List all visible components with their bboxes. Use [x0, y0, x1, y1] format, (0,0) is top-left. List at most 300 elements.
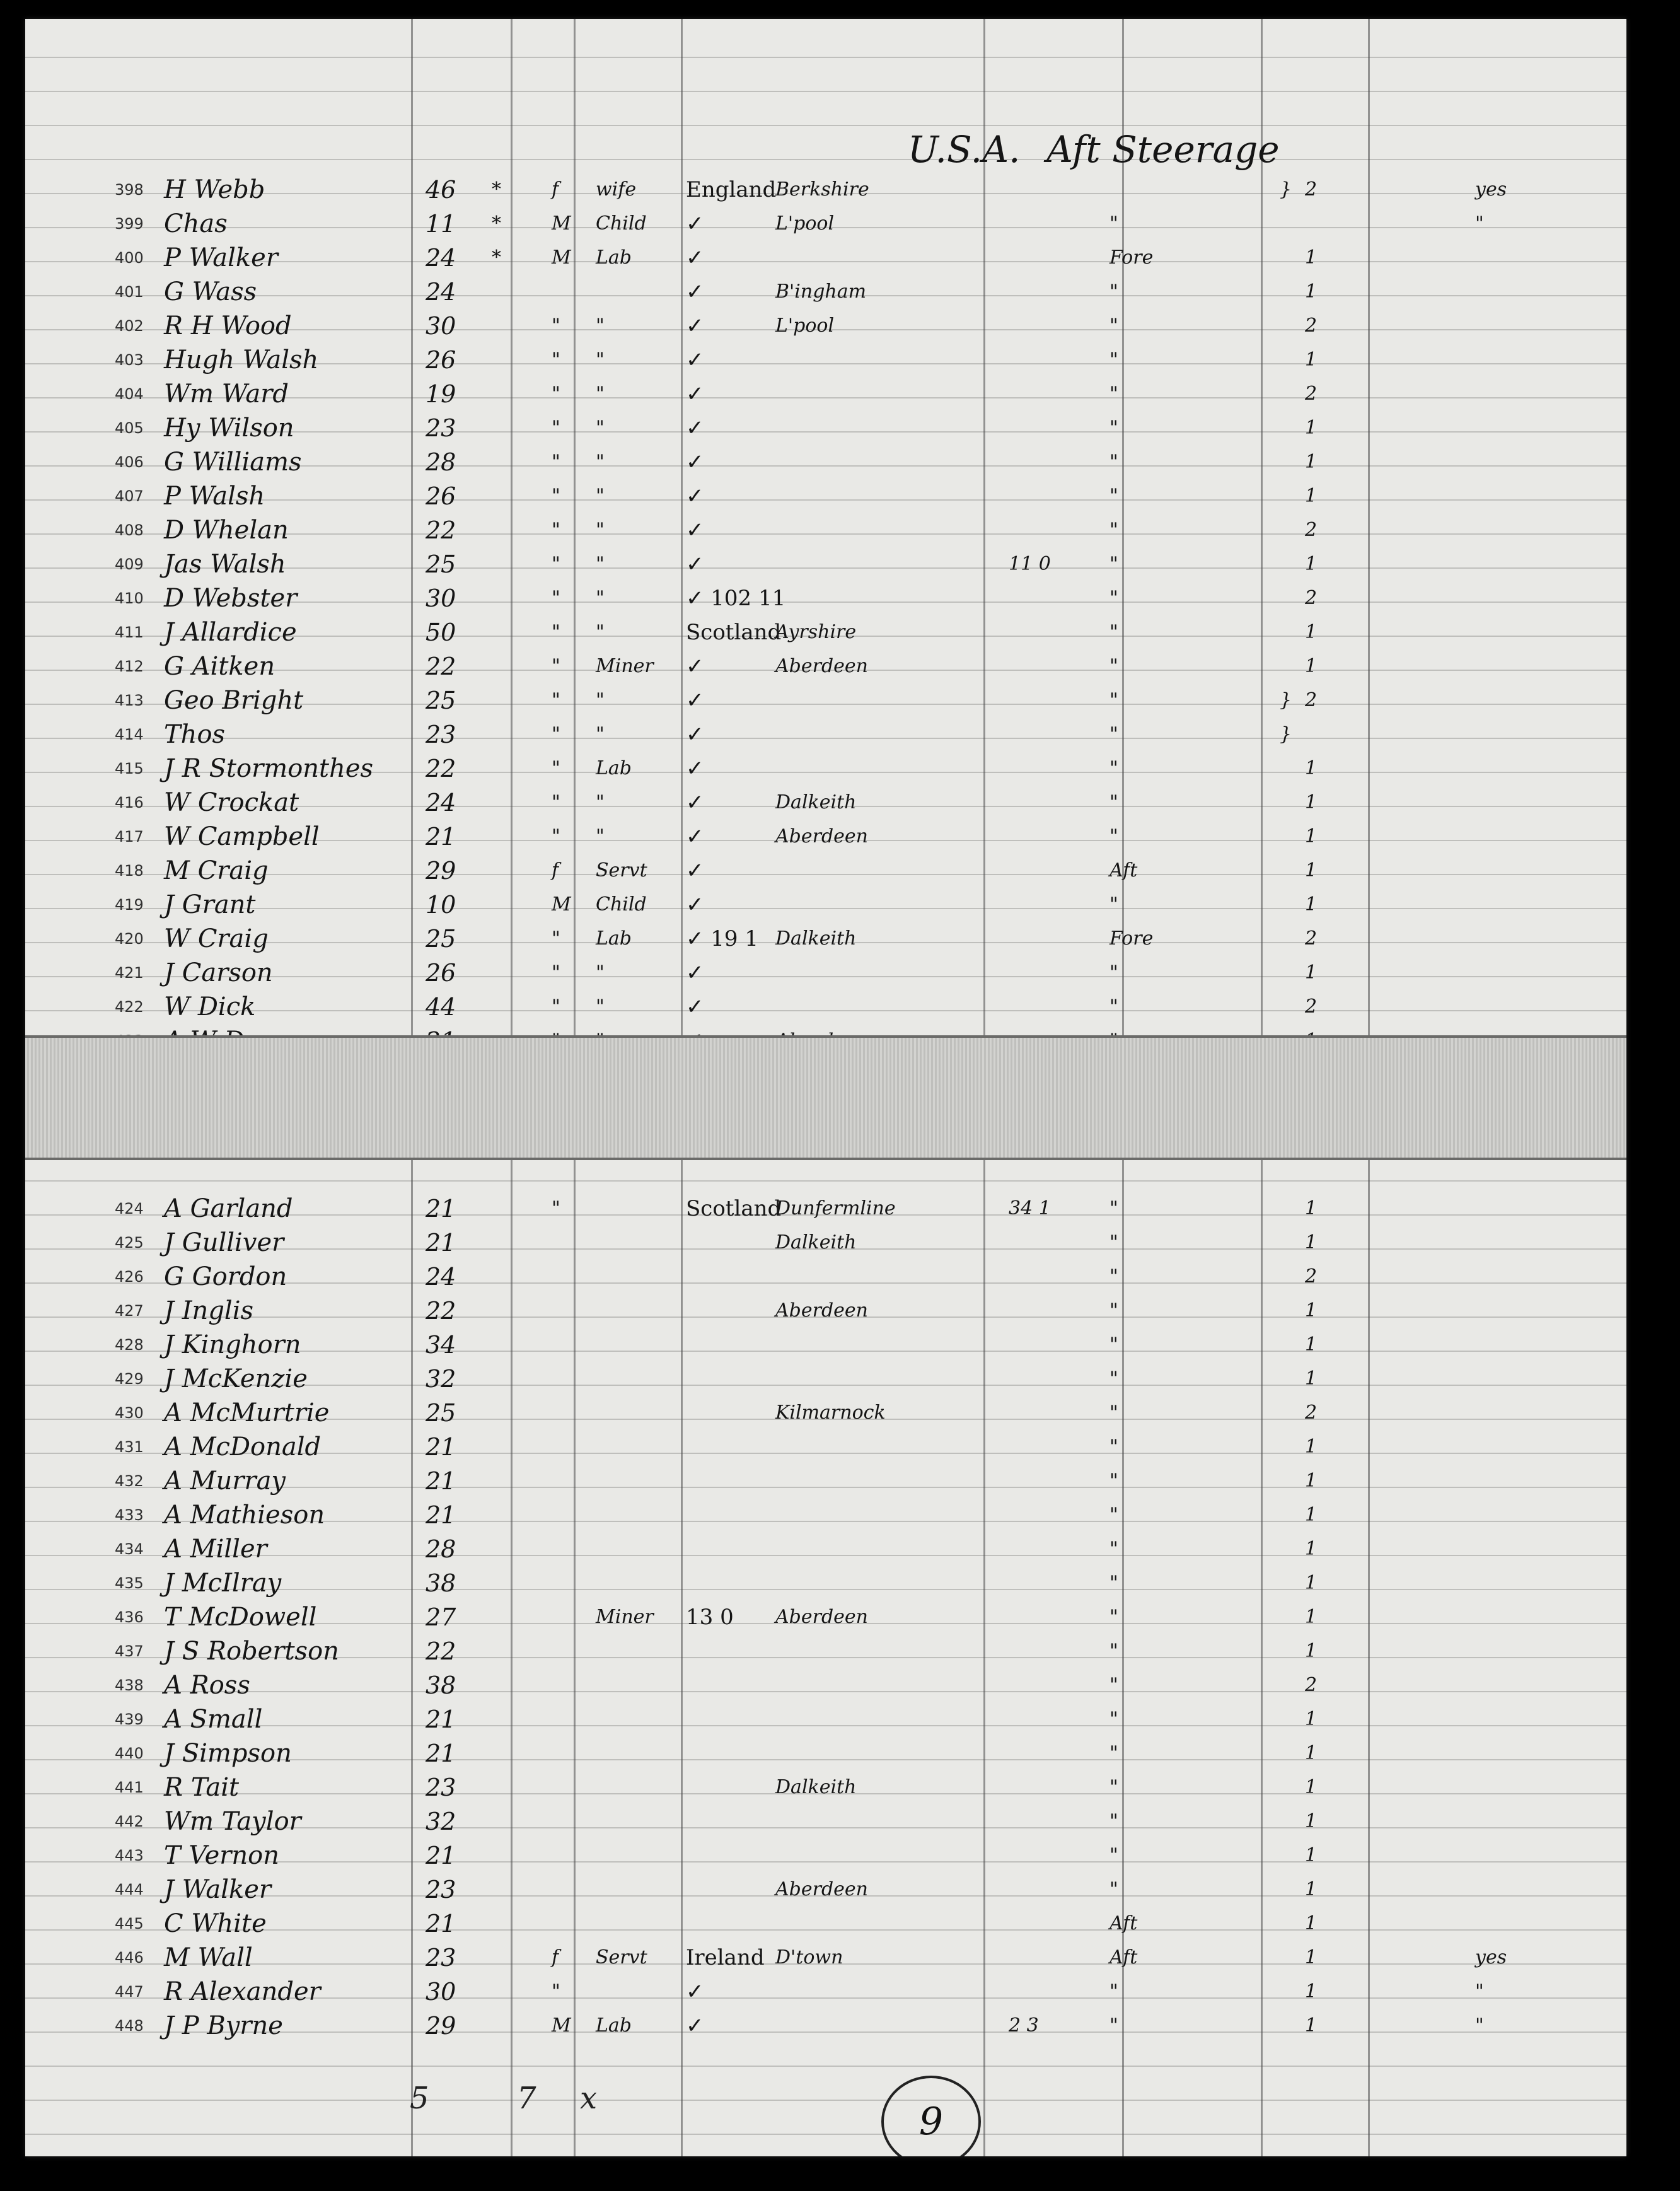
- country-mark: ✓: [686, 960, 704, 985]
- class-of-passage: ": [1109, 1776, 1118, 1798]
- passenger-age: 21: [426, 1195, 456, 1223]
- passenger-name: J McIlray: [164, 1569, 282, 1598]
- occupation: ": [596, 791, 605, 813]
- passenger-age: 21: [426, 1706, 456, 1733]
- country-mark: ✓: [686, 245, 704, 270]
- table-row: [25, 718, 1626, 752]
- passenger-age: 25: [426, 1399, 456, 1427]
- class-of-passage: ": [1109, 996, 1118, 1018]
- count: 1: [1305, 791, 1318, 813]
- table-row: [25, 411, 1626, 445]
- row-number: 429: [115, 1370, 144, 1388]
- ruled-line: [25, 2100, 1626, 2101]
- passenger-name: G Gordon: [164, 1262, 287, 1291]
- count: 1: [1305, 1844, 1318, 1866]
- row-number: 431: [115, 1438, 144, 1456]
- row-number: 412: [115, 658, 144, 675]
- passenger-age: 23: [426, 414, 456, 442]
- count: 1: [1305, 1912, 1318, 1934]
- passenger-name: J Inglis: [164, 1296, 254, 1325]
- passenger-age: 21: [426, 1467, 456, 1495]
- occupation: ": [596, 349, 605, 371]
- table-row: [25, 1464, 1626, 1498]
- class-of-passage: ": [1109, 1402, 1118, 1424]
- country-mark: ✓: [686, 381, 704, 407]
- class-of-passage: ": [1109, 1810, 1118, 1832]
- country-mark: ✓ 19 1: [686, 926, 758, 951]
- passenger-name: J Grant: [164, 890, 256, 919]
- passenger-age: 22: [426, 755, 456, 782]
- place-of-origin: Dalkeith: [775, 927, 857, 950]
- count: 1: [1305, 1368, 1318, 1390]
- occupation: ": [596, 723, 605, 745]
- table-row: [25, 2009, 1626, 2043]
- passenger-age: 24: [426, 244, 456, 272]
- table-row: [25, 956, 1626, 990]
- table-row: [25, 377, 1626, 411]
- place-of-origin: Aberdeen: [775, 1606, 868, 1628]
- country-mark: ✓: [686, 994, 704, 1020]
- count: 1: [1305, 1436, 1318, 1458]
- passenger-age: 28: [426, 448, 456, 476]
- class-of-passage: ": [1109, 689, 1118, 711]
- count: 2: [1305, 1265, 1318, 1287]
- passenger-sex: f: [552, 178, 559, 201]
- passenger-name: G Wass: [164, 277, 257, 306]
- passenger-age: 23: [426, 721, 456, 748]
- class-of-passage: ": [1109, 587, 1118, 609]
- table-row: [25, 854, 1626, 888]
- occupation: Child: [596, 212, 647, 235]
- class-of-passage: ": [1109, 1231, 1118, 1253]
- passenger-age: 23: [426, 1944, 456, 1972]
- place-of-origin: L'pool: [775, 212, 835, 235]
- count: 1: [1305, 1197, 1318, 1219]
- table-row: [25, 1668, 1626, 1702]
- place-of-origin: Dunfermline: [775, 1197, 896, 1219]
- count: 1: [1305, 1742, 1318, 1764]
- passenger-name: A Murray: [164, 1467, 286, 1496]
- bracket-mark: }: [1280, 723, 1292, 745]
- passenger-sex: ": [552, 349, 560, 371]
- row-number: 433: [115, 1506, 144, 1524]
- passenger-name: J P Byrne: [164, 2011, 283, 2040]
- class-of-passage: ": [1109, 315, 1118, 337]
- remark: ": [1475, 2014, 1484, 2037]
- occupation: Lab: [596, 247, 632, 269]
- passenger-age: 26: [426, 346, 456, 374]
- count: 1: [1305, 1572, 1318, 1594]
- country-mark: ✓: [686, 450, 704, 475]
- count: 1: [1305, 1946, 1318, 1968]
- class-of-passage: ": [1109, 1504, 1118, 1526]
- row-number: 409: [115, 555, 144, 573]
- passenger-sex: f: [552, 1946, 559, 1968]
- occupation: Child: [596, 893, 647, 915]
- row-number: 413: [115, 692, 144, 709]
- accommodation-header: Aft Steerage: [1046, 128, 1280, 171]
- row-number: 440: [115, 1745, 144, 1762]
- passenger-age: 21: [426, 1740, 456, 1767]
- class-of-passage: ": [1109, 553, 1118, 575]
- count: 1: [1305, 1504, 1318, 1526]
- country-mark: ✓: [686, 279, 704, 305]
- country-mark: Scotland: [686, 620, 782, 645]
- row-number: 417: [115, 828, 144, 846]
- row-number: 406: [115, 453, 144, 471]
- status-mark: *: [492, 212, 501, 235]
- occupation: ": [596, 689, 605, 711]
- passenger-name: Geo Bright: [164, 686, 304, 715]
- passenger-age: 21: [426, 823, 456, 851]
- count: 1: [1305, 1980, 1318, 2002]
- fare-entry: 2 3: [1009, 2014, 1039, 2037]
- passenger-sex: ": [552, 757, 560, 779]
- row-number: 421: [115, 964, 144, 982]
- country-mark: ✓: [686, 790, 704, 815]
- passenger-name: G Aitken: [164, 652, 275, 681]
- row-number: 432: [115, 1472, 144, 1490]
- passenger-age: 50: [426, 619, 456, 646]
- passenger-age: 24: [426, 278, 456, 306]
- row-number: 407: [115, 487, 144, 505]
- table-row: [25, 513, 1626, 547]
- passenger-sex: ": [552, 791, 560, 813]
- passenger-name: M Craig: [164, 856, 269, 885]
- row-number: 447: [115, 1983, 144, 2001]
- bracket-mark: }: [1280, 689, 1292, 711]
- count: 2: [1305, 519, 1318, 541]
- count: 1: [1305, 553, 1318, 575]
- occupation: ": [596, 485, 605, 507]
- table-row: [25, 1873, 1626, 1907]
- occupation: Lab: [596, 927, 632, 950]
- class-of-passage: ": [1109, 1538, 1118, 1560]
- table-row: [25, 581, 1626, 615]
- table-row: [25, 1770, 1626, 1805]
- class-of-passage: ": [1109, 1368, 1118, 1390]
- row-number: 438: [115, 1677, 144, 1694]
- row-number: 448: [115, 2017, 144, 2035]
- table-row: [25, 1566, 1626, 1600]
- passenger-age: 29: [426, 2012, 456, 2040]
- class-of-passage: ": [1109, 1606, 1118, 1628]
- occupation: ": [596, 451, 605, 473]
- occupation: ": [596, 553, 605, 575]
- class-of-passage: ": [1109, 281, 1118, 303]
- class-of-passage: ": [1109, 1980, 1118, 2002]
- table-row: [25, 207, 1626, 241]
- occupation: ": [596, 519, 605, 541]
- status-mark: *: [492, 247, 501, 269]
- passenger-name: A Garland: [164, 1194, 293, 1223]
- table-row: [25, 888, 1626, 922]
- table-row: [25, 1396, 1626, 1430]
- country-mark: ✓: [686, 654, 704, 679]
- table-row: [25, 1600, 1626, 1634]
- occupation: Servt: [596, 859, 647, 881]
- passenger-sex: M: [552, 2014, 571, 2037]
- table-row: [25, 1975, 1626, 2009]
- passenger-age: 25: [426, 550, 456, 578]
- bracket-mark: }: [1280, 178, 1292, 201]
- class-of-passage: ": [1109, 791, 1118, 813]
- place-of-origin: Aberdeen: [775, 1299, 868, 1322]
- count: 1: [1305, 893, 1318, 915]
- count: 2: [1305, 383, 1318, 405]
- occupation: Lab: [596, 757, 632, 779]
- passenger-name: D Webster: [164, 584, 298, 613]
- passenger-age: 23: [426, 1774, 456, 1801]
- passenger-name: A Small: [164, 1705, 263, 1734]
- country-mark: ✓: [686, 858, 704, 883]
- passenger-name: J Kinghorn: [164, 1330, 301, 1359]
- passenger-name: Hy Wilson: [164, 414, 294, 443]
- place-of-origin: Dalkeith: [775, 1776, 857, 1798]
- country-mark: ✓: [686, 313, 704, 339]
- occupation: wife: [596, 178, 637, 201]
- country-mark: ✓: [686, 756, 704, 781]
- passenger-name: D Whelan: [164, 516, 289, 545]
- table-row: [25, 445, 1626, 479]
- class-of-passage: ": [1109, 1334, 1118, 1356]
- passenger-name: A Miller: [164, 1535, 267, 1564]
- table-row: [25, 752, 1626, 786]
- class-of-passage: ": [1109, 1708, 1118, 1730]
- table-row: [25, 1907, 1626, 1941]
- passenger-sex: ": [552, 485, 560, 507]
- row-number: 427: [115, 1302, 144, 1320]
- passenger-sex: M: [552, 212, 571, 235]
- table-row: [25, 1498, 1626, 1532]
- passenger-name: J R Stormonthes: [164, 754, 374, 783]
- passenger-sex: ": [552, 553, 560, 575]
- class-of-passage: ": [1109, 962, 1118, 984]
- row-number: 405: [115, 419, 144, 437]
- passenger-name: C White: [164, 1909, 267, 1938]
- class-of-passage: ": [1109, 1572, 1118, 1594]
- remark: yes: [1475, 1946, 1507, 1968]
- class-of-passage: Aft: [1109, 859, 1138, 881]
- row-number: 425: [115, 1234, 144, 1252]
- table-row: [25, 922, 1626, 956]
- count: 1: [1305, 1708, 1318, 1730]
- country-mark: ✓ 102 11: [686, 586, 786, 611]
- table-row: [25, 1260, 1626, 1294]
- row-number: 441: [115, 1779, 144, 1796]
- passenger-name: P Walsh: [164, 482, 265, 511]
- row-number: 416: [115, 794, 144, 811]
- row-number: 420: [115, 930, 144, 948]
- passenger-age: 11: [426, 210, 456, 238]
- passenger-age: 44: [426, 993, 456, 1021]
- passenger-name: H Webb: [164, 175, 265, 204]
- place-of-origin: Aberdeen: [775, 1878, 868, 1900]
- row-number: 411: [115, 624, 144, 641]
- place-of-origin: D'town: [775, 1946, 843, 1968]
- table-row: [25, 547, 1626, 581]
- class-of-passage: Aft: [1109, 1946, 1138, 1968]
- passenger-sex: ": [552, 451, 560, 473]
- passenger-sex: ": [552, 962, 560, 984]
- ruled-line: [25, 57, 1626, 58]
- row-number: 418: [115, 862, 144, 880]
- passenger-name: A Mathieson: [164, 1501, 325, 1530]
- row-number: 419: [115, 896, 144, 914]
- passenger-name: Wm Ward: [164, 380, 289, 409]
- passenger-name: J Walker: [164, 1875, 272, 1904]
- ruled-line: [25, 1180, 1626, 1182]
- occupation: ": [596, 417, 605, 439]
- country-mark: ✓: [686, 1979, 704, 2004]
- passenger-age: 34: [426, 1331, 456, 1359]
- class-of-passage: ": [1109, 1299, 1118, 1322]
- passenger-sex: ": [552, 723, 560, 745]
- passenger-name: J Allardice: [164, 618, 297, 647]
- count: 1: [1305, 621, 1318, 643]
- country-mark: ✓: [686, 722, 704, 747]
- passenger-age: 26: [426, 959, 456, 987]
- passenger-sex: ": [552, 655, 560, 677]
- occupation: ": [596, 621, 605, 643]
- table-row: [25, 786, 1626, 820]
- table-row: [25, 241, 1626, 275]
- passenger-age: 22: [426, 1297, 456, 1325]
- passenger-name: Thos: [164, 720, 226, 749]
- ruled-line: [25, 159, 1626, 160]
- count: 2: [1305, 927, 1318, 950]
- passenger-sex: ": [552, 927, 560, 950]
- row-number: 402: [115, 317, 144, 335]
- count: 1: [1305, 417, 1318, 439]
- ledger-sheet: [25, 19, 1626, 2156]
- row-number: 446: [115, 1949, 144, 1967]
- count: 1: [1305, 1470, 1318, 1492]
- passenger-name: R Tait: [164, 1773, 240, 1802]
- country-mark: ✓: [686, 518, 704, 543]
- class-of-passage: Fore: [1109, 927, 1154, 950]
- passenger-name: J Gulliver: [164, 1228, 284, 1257]
- count: 1: [1305, 247, 1318, 269]
- passenger-age: 21: [426, 1842, 456, 1869]
- passenger-name: Jas Walsh: [164, 550, 286, 579]
- passenger-age: 22: [426, 653, 456, 680]
- place-of-origin: Berkshire: [775, 178, 869, 201]
- class-of-passage: ": [1109, 1878, 1118, 1900]
- table-row: [25, 1532, 1626, 1566]
- class-of-passage: ": [1109, 519, 1118, 541]
- count: 1: [1305, 825, 1318, 847]
- row-number: 398: [115, 181, 144, 199]
- row-number: 424: [115, 1200, 144, 1218]
- count: 1: [1305, 1640, 1318, 1662]
- passenger-age: 22: [426, 1637, 456, 1665]
- count: 1: [1305, 281, 1318, 303]
- row-number: 434: [115, 1540, 144, 1558]
- row-number: 399: [115, 215, 144, 233]
- page-fold: [25, 1035, 1626, 1160]
- fare-entry: 34 1: [1009, 1197, 1051, 1219]
- passenger-age: 21: [426, 1229, 456, 1257]
- row-number: 408: [115, 521, 144, 539]
- passenger-age: 30: [426, 584, 456, 612]
- row-number: 400: [115, 249, 144, 267]
- passenger-sex: ": [552, 383, 560, 405]
- passenger-name: T McDowell: [164, 1603, 317, 1632]
- table-row: [25, 1805, 1626, 1839]
- passenger-sex: ": [552, 825, 560, 847]
- count: 1: [1305, 349, 1318, 371]
- passenger-age: 32: [426, 1365, 456, 1393]
- ruled-line: [25, 2066, 1626, 2067]
- class-of-passage: ": [1109, 383, 1118, 405]
- row-number: 437: [115, 1642, 144, 1660]
- row-number: 415: [115, 760, 144, 777]
- passenger-name: Chas: [164, 209, 228, 238]
- place-of-origin: Ayrshire: [775, 621, 857, 643]
- country-mark: ✓: [686, 347, 704, 373]
- footer-mark: 7: [517, 2081, 536, 2116]
- table-row: [25, 1702, 1626, 1736]
- passenger-name: W Campbell: [164, 822, 320, 851]
- page-number: 9: [881, 2076, 981, 2156]
- table-row: [25, 1226, 1626, 1260]
- passenger-name: M Wall: [164, 1943, 253, 1972]
- row-number: 435: [115, 1574, 144, 1592]
- count: 1: [1305, 1538, 1318, 1560]
- passenger-sex: M: [552, 893, 571, 915]
- count: 1: [1305, 2014, 1318, 2037]
- remark: ": [1475, 1980, 1484, 2002]
- table-row: [25, 1294, 1626, 1328]
- count: 2: [1305, 587, 1318, 609]
- occupation: ": [596, 587, 605, 609]
- passenger-sex: ": [552, 587, 560, 609]
- passenger-sex: ": [552, 417, 560, 439]
- occupation: Servt: [596, 1946, 647, 1968]
- row-number: 410: [115, 590, 144, 607]
- passenger-sex: ": [552, 1980, 560, 2002]
- class-of-passage: ": [1109, 1436, 1118, 1458]
- table-row: [25, 173, 1626, 207]
- destination-header: U.S.A.: [908, 128, 1021, 171]
- count: 1: [1305, 1299, 1318, 1322]
- row-number: 428: [115, 1336, 144, 1354]
- class-of-passage: ": [1109, 1470, 1118, 1492]
- class-of-passage: ": [1109, 451, 1118, 473]
- passenger-name: W Crockat: [164, 788, 299, 817]
- passenger-age: 27: [426, 1603, 456, 1631]
- class-of-passage: ": [1109, 1197, 1118, 1219]
- passenger-sex: ": [552, 315, 560, 337]
- count: 1: [1305, 451, 1318, 473]
- row-number: 404: [115, 385, 144, 403]
- occupation: Miner: [596, 1606, 654, 1628]
- class-of-passage: ": [1109, 825, 1118, 847]
- count: 1: [1305, 1878, 1318, 1900]
- passenger-age: 24: [426, 789, 456, 817]
- passenger-sex: ": [552, 689, 560, 711]
- passenger-name: A McMurtrie: [164, 1398, 330, 1427]
- table-row: [25, 1839, 1626, 1873]
- row-number: 422: [115, 998, 144, 1016]
- fare-entry: 11 0: [1009, 553, 1051, 575]
- passenger-age: 25: [426, 925, 456, 953]
- passenger-sex: ": [552, 1197, 560, 1219]
- passenger-age: 22: [426, 516, 456, 544]
- country-mark: Ireland: [686, 1945, 765, 1970]
- passenger-sex: ": [552, 621, 560, 643]
